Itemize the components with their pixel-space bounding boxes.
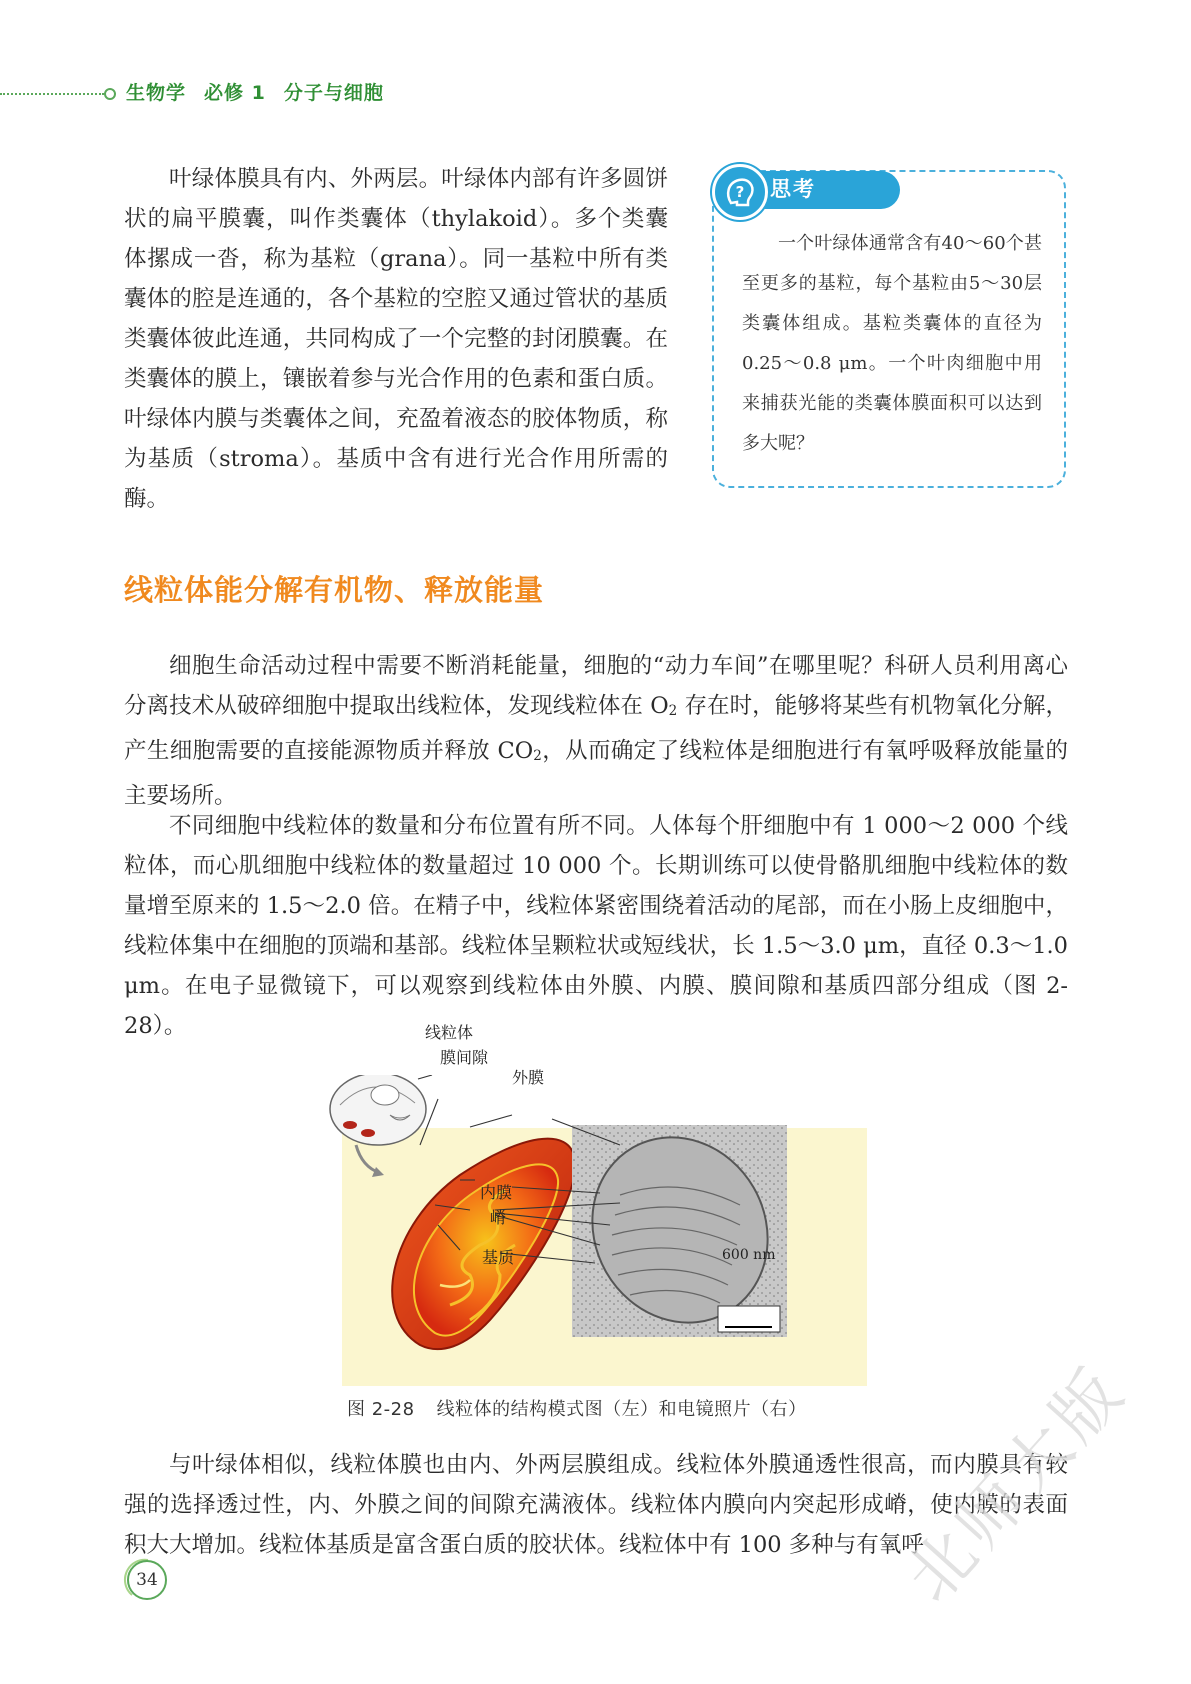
paragraph-mitochondria-2: 不同细胞中线粒体的数量和分布位置有所不同。人体每个肝细胞中有 1 000～2 000 个线粒体，而心肌细胞中线粒体的数量超过 10 000 个。长期训练可以使骨骼肌细胞中线粒体的数量增至原来的 1.5～2.0 倍。在精子中，线粒体紧密围绕着活动的尾部，而在小肠上皮细胞中，线粒体集中在细胞的顶端和基部。线粒体呈颗粒状或短线状，长 1.5～3.0 μm，直径 0.3～1.0 μm。在电子显微镜下，可以观察到线粒体由外膜、内膜、膜间隙和基质四部分组成（图 2-28）。 bbox=[124, 813, 1068, 1039]
em-photo bbox=[559, 1105, 801, 1355]
cell-sketch bbox=[330, 1075, 426, 1177]
paragraph-mitochondria-3: 与叶绿体相似，线粒体膜也由内、外两层膜组成。线粒体外膜通透性很高，而内膜具有较强的选择透过性，内、外膜之间的间隙充满液体。线粒体内膜向内突起形成嵴，使内膜的表面积大大增加。线粒体基质是富含蛋白质的胶状体。线粒体中有 100 多种与有氧呼 bbox=[124, 1452, 1068, 1558]
question-head-icon bbox=[712, 164, 768, 220]
label-mitochondrion: 线粒体 bbox=[425, 1023, 474, 1042]
paragraph-mitochondria-1 bbox=[124, 646, 1068, 816]
figure-caption-text: 线粒体的结构模式图（左）和电镜照片（右） bbox=[436, 1399, 807, 1420]
p2-part-e: ，从而确定了线粒体是细胞进行有氧呼吸释放能量的主要场所。 bbox=[124, 738, 1068, 810]
label-inner-membrane: 内膜 bbox=[480, 1183, 513, 1202]
page-number: 34 bbox=[127, 1560, 167, 1600]
running-header bbox=[126, 78, 402, 105]
o2-subscript: 2 bbox=[668, 703, 678, 720]
think-box-text bbox=[742, 224, 1042, 464]
mitochondrion-figure bbox=[320, 1075, 880, 1395]
paragraph-chloroplast: 叶绿体膜具有内、外两层。叶绿体内部有许多圆饼状的扁平膜囊，叫作类囊体（thylakoid）。多个类囊体摞成一沓，称为基粒（grana）。同一基粒中所有类囊体的腔是连通的，各个基粒的空腔又通过管状的基质类囊体彼此连通，共同构成了一个完整的封闭膜囊。在类囊体的膜上，镶嵌着参与光合作用的色素和蛋白质。叶绿体内膜与类囊体之间，充盈着液态的胶体物质，称为基质（stroma）。基质中含有进行光合作用所需的酶。 bbox=[124, 166, 668, 512]
header-volume: 必修 1 bbox=[204, 82, 266, 104]
think-box-title: 思考 bbox=[770, 177, 816, 201]
svg-text:?: ? bbox=[735, 183, 745, 201]
figure-caption bbox=[347, 1395, 807, 1421]
scale-bar-label: 600 nm bbox=[722, 1247, 776, 1263]
section-heading: 线粒体能分解有机物、释放能量 bbox=[124, 573, 545, 607]
header-subject: 生物学 bbox=[126, 82, 187, 104]
p2-part-a: 细胞生命活动过程中需要不断消耗能量，细胞的“动力车间”在哪里呢？科研人员利用离心分离技术从破碎细胞中提取出线粒体，发现线粒体在 O bbox=[124, 653, 1068, 719]
label-outer-membrane: 外膜 bbox=[512, 1068, 545, 1087]
p2-part-c: 存在时，能够将某些有机物氧化分解，产生细胞需要的直接能源物质并释放 CO bbox=[124, 693, 1068, 765]
figure-number: 图 2-28 bbox=[347, 1399, 415, 1420]
co2-subscript: 2 bbox=[533, 748, 542, 765]
label-matrix: 基质 bbox=[482, 1248, 515, 1267]
mitochondrion-model bbox=[392, 1139, 575, 1350]
header-circle-marker bbox=[104, 88, 116, 100]
header-book-title: 分子与细胞 bbox=[283, 82, 384, 104]
header-dotted-line bbox=[0, 93, 104, 95]
label-cristae: 嵴 bbox=[490, 1208, 507, 1227]
label-intermembrane-space: 膜间隙 bbox=[440, 1048, 489, 1067]
think-box-body: 一个叶绿体通常含有40～60个甚至更多的基粒，每个基粒由5～30层类囊体组成。基粒类囊体的直径为0.25～0.8 μm。一个叶肉细胞中用来捕获光能的类囊体膜面积可以达到多大呢？ bbox=[742, 233, 1042, 454]
watermark: 北师大版 bbox=[891, 1351, 1142, 1617]
